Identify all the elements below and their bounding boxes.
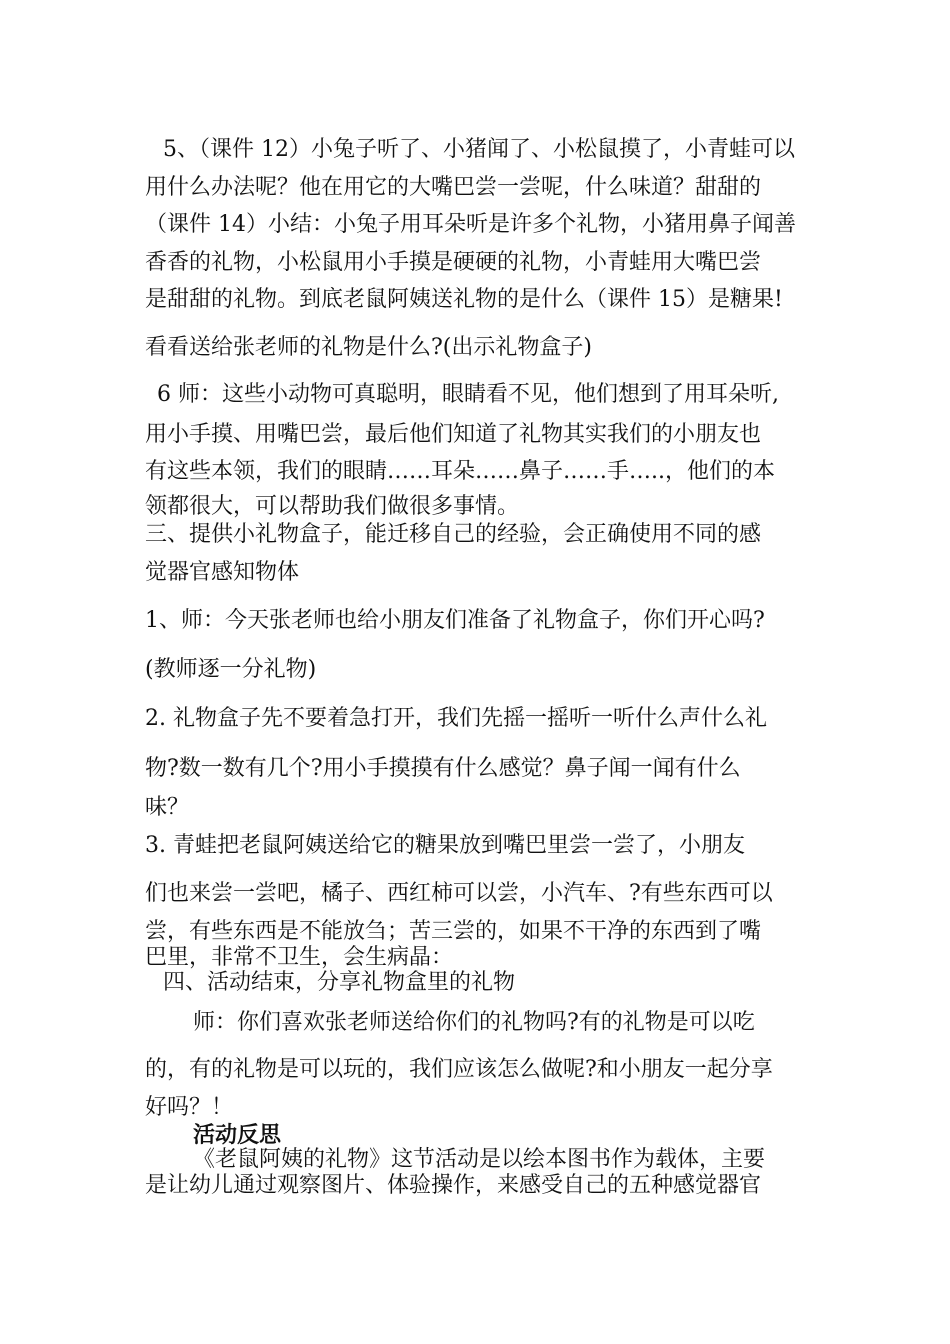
text-line: 《老鼠阿姨的礼物》这节活动是以绘本图书作为载体，主要 — [193, 1147, 766, 1172]
text-line: 有这些本领，我们的眼睛……耳朵……鼻子……手…..，他们的本 — [145, 459, 775, 484]
text-line: 尝，有些东西是不能放刍；苦三尝的，如果不干净的东西到了嘴 — [145, 919, 762, 944]
text-line: 师：你们喜欢张老师送给你们的礼物吗?有的礼物是可以吃 — [193, 1010, 755, 1035]
text-line: 们也来尝一尝吧，橘子、西红柿可以尝，小汽车、?有些东西可以 — [145, 881, 773, 906]
text-line: 5、（课件 12）小兔子听了、小猪闻了、小松鼠摸了，小青蛙可以 — [163, 137, 795, 162]
text-line: 领都很大，可以帮助我们做很多事情。 — [145, 494, 520, 519]
text-line: 的，有的礼物是可以玩的，我们应该怎么做呢?和小朋友一起分享 — [145, 1057, 773, 1082]
text-line: 香香的礼物，小松鼠用小手摸是硬硬的礼物，小青蛙用大嘴巴尝 — [145, 250, 762, 275]
section-heading: 四、活动结束，分享礼物盒里的礼物 — [163, 970, 516, 995]
text-line: 2. 礼物盒子先不要着急打开，我们先摇一摇听一听什么声什么礼 — [145, 706, 767, 731]
section-heading: 觉器官感知物体 — [145, 560, 300, 585]
text-line: （课件 14）小结：小兔子用耳朵听是许多个礼物，小猪用鼻子闻善 — [145, 212, 796, 237]
text-line: 6 师：这些小动物可真聪明，眼睛看不见，他们想到了用耳朵听, — [157, 382, 779, 407]
text-line: 1、师：今天张老师也给小朋友们准备了礼物盒子，你们开心吗? — [145, 608, 765, 633]
text-line: (教师逐一分礼物) — [145, 657, 317, 682]
section-heading: 三、提供小礼物盒子，能迁移自己的经验，会正确使用不同的感 — [145, 522, 762, 547]
text-line: 味？ — [145, 795, 190, 820]
text-line: 巴里，非常不卫生，会生病晶： — [145, 945, 454, 970]
text-line: 好吗？！ — [145, 1095, 234, 1120]
text-line: 物?数一数有几个?用小手摸摸有什么感觉？鼻子闻一闻有什么 — [145, 756, 741, 781]
reflection-heading: 活动反思 — [193, 1122, 282, 1148]
text-line: 3. 青蛙把老鼠阿姨送给它的糖果放到嘴巴里尝一尝了，小朋友 — [145, 833, 745, 858]
text-line: 是甜甜的礼物。到底老鼠阿姨送礼物的是什么（课件 15）是糖果! — [145, 287, 783, 312]
text-line: 是让幼儿通过观察图片、体验操作，来感受自己的五种感觉器官 — [145, 1173, 762, 1198]
text-line: 用小手摸、用嘴巴尝，最后他们知道了礼物其实我们的小朋友也 — [145, 422, 762, 447]
text-line: 看看送给张老师的礼物是什么?(出示礼物盒子) — [145, 335, 592, 360]
text-line: 用什么办法呢？他在用它的大嘴巴尝一尝呢，什么味道？甜甜的 — [145, 175, 762, 200]
